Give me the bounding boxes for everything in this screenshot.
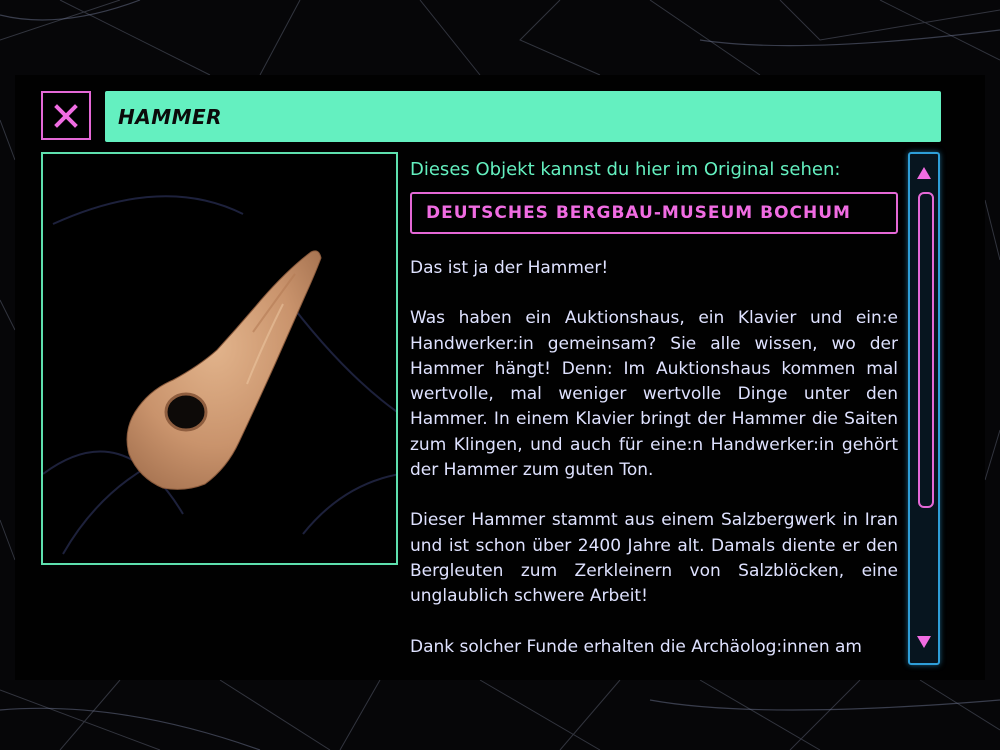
triangle-up-icon (917, 167, 931, 179)
paragraph: Dank solcher Funde erhalten die Archäolog:innen am (410, 636, 862, 657)
description-text (410, 256, 898, 660)
triangle-down-icon (917, 636, 931, 648)
paragraph: Was haben ein Auktionshaus, ein Klavier und ein:e Handwerker:in gemeinsam? Sie alle wissen, wo der Hammer hängt! Denn: Im Auktionshaus kommen mal wertvolle, mal weniger wertvolle Dinge unter den Hammer. In einem Klavier bringt der Hammer die Saiten zum Klingen, und auch für eine:n Handwerker:in gehört der Hammer zum guten Ton. (410, 308, 898, 481)
hammer-artifact-image (43, 154, 398, 565)
scroll-down-button[interactable] (910, 631, 938, 653)
object-image-frame (41, 152, 398, 565)
paragraph: Das ist ja der Hammer! (410, 258, 609, 278)
description-content (410, 152, 898, 668)
paragraph: Dieser Hammer stammt aus einem Salzbergwerk in Iran und ist schon über 2400 Jahre alt. Damals diente er den Bergleuten zum Zerkleinern von Salzblöcken, eine unglaublich schwere Arbeit! (410, 510, 898, 607)
page-title: HAMMER (118, 104, 223, 129)
scroll-up-button[interactable] (910, 162, 938, 184)
scrollbar[interactable] (908, 152, 940, 665)
close-button[interactable] (41, 91, 91, 140)
museum-link-button[interactable]: DEUTSCHES BERGBAU-MUSEUM BOCHUM (410, 192, 898, 234)
close-x-icon (53, 103, 79, 129)
location-intro: Dieses Objekt kannst du hier im Original sehen: (410, 159, 841, 180)
scroll-thumb[interactable] (918, 192, 934, 508)
title-bar (105, 91, 941, 142)
